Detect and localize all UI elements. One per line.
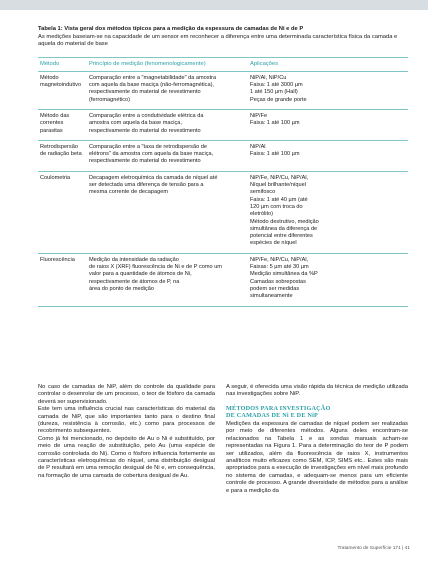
- table-section: [38, 26, 408, 307]
- methods-table: [38, 57, 408, 307]
- left-paragraph-2: Este tem uma influência crucial nas características do material da camada de NiP, que são importantes tanto para o destino final (dureza, resistência à corrosão, etc.) como para processos de recobrimento subsequentes.: [38, 406, 215, 435]
- table-caption-title: Tabela 1: Vista geral dos métodos típicos para a medição da espessura de camadas de Ni e de P: [38, 26, 304, 32]
- cell-principle: Decapagem eletroquímica da camada de níquel até ser detectada uma diferença de tensão para a mesma corrente de decapagem: [87, 171, 248, 253]
- cell-applications: NiP/Fe, NiP/Cu, NiP/Al, Níquel brilhante/níquel semifosco Faixa: 1 até 40 µm (até 120 µm com troca do eletrólito) Método destrutivo, medição simultânea da diferença de potencial entre diferentes espécies de níquel: [248, 171, 408, 253]
- cell-principle: Medição da intensidade da radiação de raios X (XRF) fluorescência de Ni e de P como um valor para a quantidade de átomos de Ni, respectivamente de átomos de P, na área do ponto de medição: [87, 253, 248, 306]
- table-row: [38, 110, 408, 141]
- left-paragraph-1: No caso de camadas de NiP, além do controle da qualidade para controlar o desenrolar de um processo, o teor de fósforo da camada deverá ser supervisionado.: [38, 384, 215, 405]
- table-row: [38, 71, 408, 109]
- table-row: [38, 140, 408, 171]
- table-caption-description: As medições baseiam-se na capacidade de um sensor em reconhecer a diferença entre uma determinada característica física da camada e aquela do material de base: [38, 34, 398, 48]
- cell-applications: NiP/Al Faixa: 1 até 100 µm: [248, 140, 408, 171]
- table-row: [38, 171, 408, 253]
- cell-principle: Comparação entre a "magnetabilidade" da amostra com aquela da base maciça (não-ferromagnética), respectivamente do material de revestimento (ferromagnético): [87, 71, 248, 109]
- header-method: Método: [38, 57, 87, 71]
- section-heading-line-1: MÉTODOS PARA INVESTIGAÇÃO: [226, 404, 331, 412]
- section-heading: [226, 405, 408, 420]
- section-heading-line-2: DE CAMADAS DE Ni E DE NiP: [226, 412, 318, 420]
- cell-applications: NiP/Fe Faixa: 1 até 100 µm: [248, 110, 408, 141]
- cell-method: Coulometria: [38, 171, 87, 253]
- cell-method: Retrodispersão de radiação beta: [38, 140, 87, 171]
- cell-method: Método magnetoindutivo: [38, 71, 87, 109]
- left-column: [38, 384, 215, 480]
- cell-applications: NiP/Fe, NiP/Cu, NiP/Al, Faixas: 5 µm até 30 µm Medição simultânea da %P Camadas sobrepostas podem ser medidas simultaneamente: [248, 253, 408, 306]
- right-paragraph: Medições da espessura de camadas de níquel podem ser realizadas por meio de diferentes métodos. Alguns deles encontram-se relacionados na Tabela 1 e as sondas manuais acham-se representadas na Figura 1. Para a determinação do teor de P podem ser utilizados, além da fluorescência de raios X, instrumentos analíticos muito eficazes como SEM, ICP, SIMS etc.. Estes são mais apropriados para a execução de investigações em nível mais profundo no sistema de camadas, e adequam-se menos para um eficiente controle de processo. A grande diversidade de métodos para a análise e para a medição da: [226, 421, 408, 494]
- top-strip: [0, 0, 428, 10]
- right-column: [226, 384, 408, 495]
- cell-method: Método das correntes parasitas: [38, 110, 87, 141]
- cell-method: Fluorescência: [38, 253, 87, 306]
- cell-principle: Comparação entre a "taxa de retrodispersão de elétrons" da amostra com aquela da base maciça, respectivamente do material do revestimento: [87, 140, 248, 171]
- header-principle: Princípio de medição (fenomenologicamente): [87, 57, 248, 71]
- left-paragraph-3: Como já foi mencionado, no depósito de Au o Ni é substituído, por meio de uma reação de substituição, pelo Au (uma espécie de corrosão controlada do Ni). Como o fósforo influencia fortemente as características eletroquímicas do níquel, uma distribuição desigual de P resultará em uma remoção desigual de Ni e, em consequência, na formação de uma camada de cobertura desigual de Au.: [38, 435, 215, 479]
- cell-principle: Comparação entre a condutividade elétrica da amostra com aquela da base maciça, respectivamente do material do revestimento: [87, 110, 248, 141]
- table-header-row: [38, 57, 408, 71]
- cell-applications: NiP/Al, NiP/Cu Faixa: 1 até 3000 µm 1 até 150 µm (Hall) Peças de grande porte: [248, 71, 408, 109]
- right-intro: A seguir, é oferecida uma visão rápida da técnica de medição utilizada nas investigações sobre NiP.: [226, 384, 408, 398]
- header-applications: Aplicações: [248, 57, 408, 71]
- table-row: [38, 253, 408, 306]
- page-footer: Tratamento de Superfície 171 | 41: [337, 546, 410, 551]
